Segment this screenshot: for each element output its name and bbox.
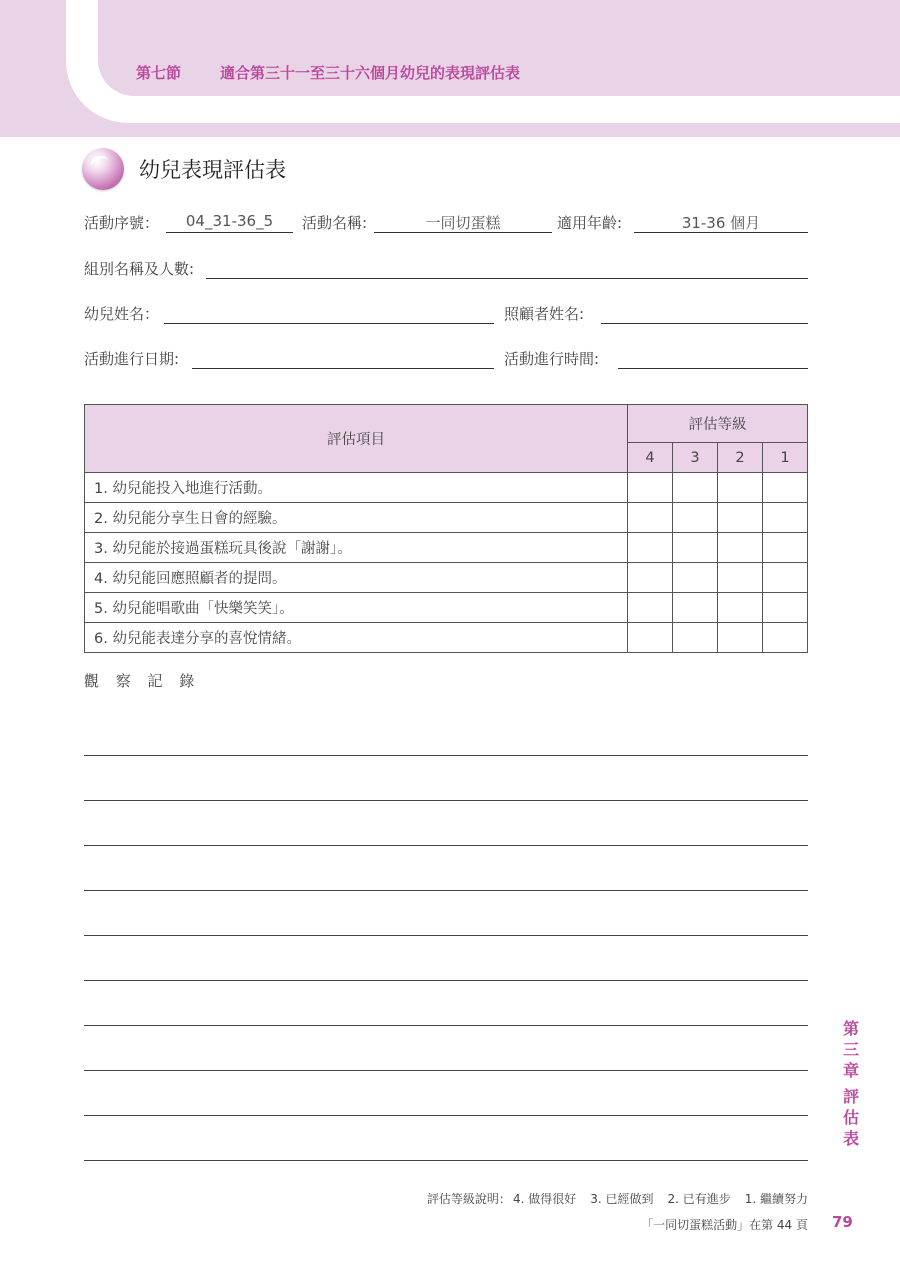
grade-cell[interactable] [718, 533, 763, 563]
activity-info-row [84, 212, 808, 236]
grade-cell[interactable] [673, 593, 718, 623]
section-title: 適合第三十一至三十六個月幼兒的表現評估表 [220, 64, 521, 82]
observation-line[interactable] [84, 1160, 808, 1161]
table-row [85, 533, 808, 563]
grade-cell[interactable] [673, 503, 718, 533]
table-row [85, 473, 808, 503]
grade-2-header: 2 [718, 443, 763, 473]
evaluation-item: 5. 幼兒能唱歌曲「快樂笑笑」。 [85, 593, 628, 623]
names-row [84, 303, 808, 327]
grade-cell[interactable] [763, 623, 808, 653]
observation-line[interactable] [84, 1115, 808, 1116]
caregiver-label: 照顧者姓名: [504, 305, 585, 323]
table-row [85, 503, 808, 533]
observation-line[interactable] [84, 1070, 808, 1071]
legend-item: 2. 已有進步 [667, 1192, 731, 1206]
table-row [85, 563, 808, 593]
section-number: 第七節 [136, 64, 182, 82]
grade-cell[interactable] [763, 533, 808, 563]
form-title-block [82, 148, 286, 190]
evaluation-item: 6. 幼兒能表達分享的喜悅情緒。 [85, 623, 628, 653]
section-side-label: 評估表 [842, 1087, 859, 1148]
observation-line[interactable] [84, 1025, 808, 1026]
grade-4-header: 4 [628, 443, 673, 473]
grade-cell[interactable] [628, 563, 673, 593]
table-row [85, 593, 808, 623]
grade-cell[interactable] [628, 623, 673, 653]
evaluation-item: 1. 幼兒能投入地進行活動。 [85, 473, 628, 503]
child-name-label: 幼兒姓名： [84, 305, 160, 323]
age-label: 適用年齡: [557, 214, 623, 232]
grade-cell[interactable] [718, 473, 763, 503]
grade-cell[interactable] [718, 623, 763, 653]
grade-cell[interactable] [673, 563, 718, 593]
grade-cell[interactable] [673, 473, 718, 503]
item-header: 評估項目 [85, 405, 628, 473]
grade-3-header: 3 [673, 443, 718, 473]
activity-name-label: 活動名稱: [302, 214, 368, 232]
grade-cell[interactable] [763, 593, 808, 623]
grade-cell[interactable] [718, 503, 763, 533]
page-reference: 「一同切蛋糕活動」在第 44 頁 [641, 1218, 808, 1232]
chapter-side-label: 第三章 [842, 1019, 859, 1080]
grade-cell[interactable] [718, 593, 763, 623]
observation-title: 觀 察 記 錄 [84, 672, 201, 690]
time-label: 活動進行時間: [504, 350, 600, 368]
date-label: 活動進行日期: [84, 350, 180, 368]
observation-line[interactable] [84, 755, 808, 756]
grade-cell[interactable] [718, 563, 763, 593]
observation-line[interactable] [84, 890, 808, 891]
section-header [136, 62, 520, 83]
legend-item: 3. 已經做到 [590, 1192, 654, 1206]
evaluation-item: 2. 幼兒能分享生日會的經驗。 [85, 503, 628, 533]
observation-line[interactable] [84, 800, 808, 801]
time-field[interactable] [618, 348, 808, 369]
bullet-orb-icon [82, 148, 124, 190]
group-label: 組別名稱及人數: [84, 260, 195, 278]
page-number: 79 [832, 1213, 853, 1231]
group-field[interactable] [206, 258, 808, 279]
legend-item: 4. 做得很好 [512, 1192, 577, 1206]
grade-cell[interactable] [628, 593, 673, 623]
grade-cell[interactable] [763, 563, 808, 593]
grade-legend [427, 1190, 808, 1207]
age-field[interactable]: 31-36 個月 [634, 212, 808, 233]
grade-cell[interactable] [628, 503, 673, 533]
observation-line[interactable] [84, 980, 808, 981]
grade-cell[interactable] [673, 623, 718, 653]
activity-number-label: 活動序號： [84, 214, 160, 232]
child-name-field[interactable] [164, 303, 494, 324]
evaluation-item: 4. 幼兒能回應照顧者的提問。 [85, 563, 628, 593]
evaluation-table [84, 404, 808, 653]
grade-cell[interactable] [763, 473, 808, 503]
table-row [85, 623, 808, 653]
observation-line[interactable] [84, 935, 808, 936]
activity-number-field[interactable]: 04_31-36_5 [166, 212, 293, 233]
form-title: 幼兒表現評估表 [139, 158, 286, 182]
group-row [84, 258, 808, 282]
schedule-row [84, 348, 808, 372]
grade-cell[interactable] [628, 473, 673, 503]
evaluation-item: 3. 幼兒能於接過蛋糕玩具後說「謝謝」。 [85, 533, 628, 563]
caregiver-field[interactable] [601, 303, 808, 324]
legend-item: 1. 繼續努力 [744, 1192, 808, 1206]
grade-cell[interactable] [628, 533, 673, 563]
observation-line[interactable] [84, 845, 808, 846]
grade-header: 評估等級 [628, 405, 808, 443]
grade-cell[interactable] [763, 503, 808, 533]
grade-1-header: 1 [763, 443, 808, 473]
legend-title: 評估等級說明： [426, 1192, 511, 1206]
activity-name-field[interactable]: 一同切蛋糕 [374, 212, 552, 233]
grade-cell[interactable] [673, 533, 718, 563]
date-field[interactable] [192, 348, 494, 369]
